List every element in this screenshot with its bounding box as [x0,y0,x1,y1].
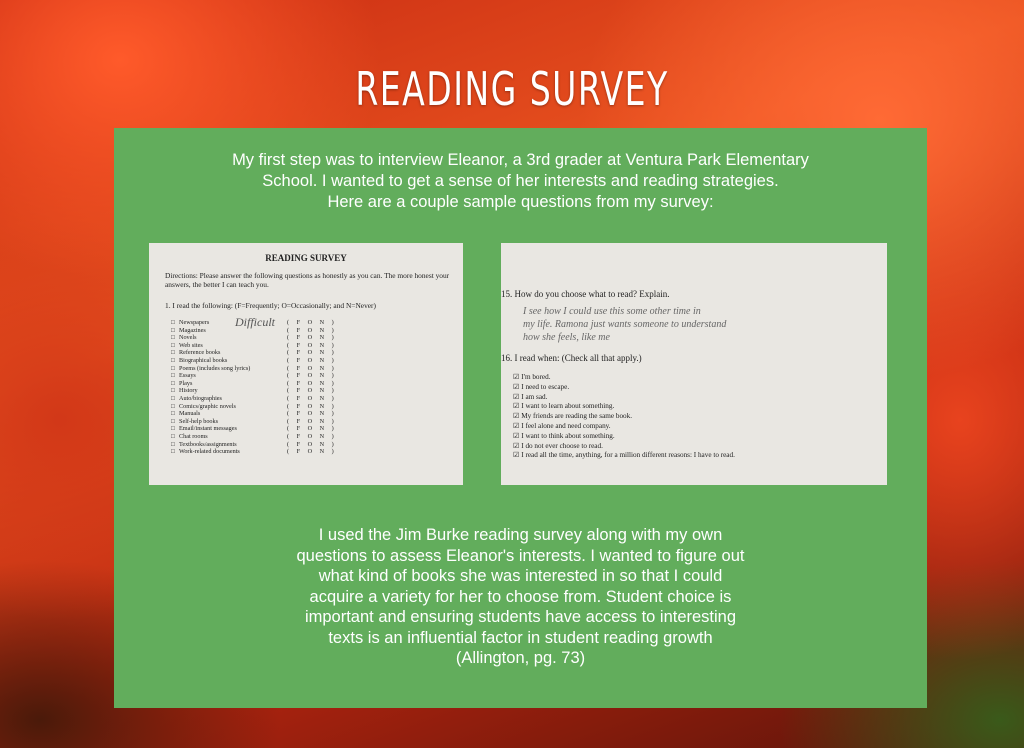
reading-type-label: Web sites [179,341,203,349]
survey-scan-page-2 [501,243,887,485]
body-line: I used the Jim Burke reading survey along with my own [318,526,723,544]
checkbox-icon: □ [171,448,175,456]
reading-type-row [171,319,351,327]
reading-type-row [171,372,351,380]
checked-box-icon: ☑ [513,421,522,430]
body-line: texts is an influential factor in student reading growth [328,628,713,647]
checkbox-icon: □ [171,410,175,418]
body-line: what kind of books she was interested in so that I could [318,567,723,585]
read-when-label: I feel alone and need company. [521,421,611,430]
frequency-options: ( F O N ) [287,417,337,425]
reading-type-label: History [179,387,198,395]
body-line: important and ensuring students have access to interesting [304,608,737,626]
checkbox-icon: □ [171,440,175,448]
read-when-label: My friends are reading the same book. [521,412,633,421]
read-when-label: I want to think about something. [521,431,615,440]
reading-type-row [171,395,351,403]
frequency-options: ( F O N ) [287,356,337,364]
checked-box-icon: ☑ [513,412,522,421]
reading-type-row [171,441,351,449]
read-when-item [513,393,735,403]
checked-box-icon: ☑ [513,431,522,440]
checked-box-icon: ☑ [513,451,522,460]
scan-question-15: 15. How do you choose what to read? Explain. [501,289,670,299]
reading-type-label: Chat rooms [179,432,208,440]
reading-type-label: Novels [179,334,197,342]
reading-type-row [171,342,351,350]
reading-type-row [171,448,351,456]
handwritten-line: how she feels, like me [523,332,610,343]
reading-type-row [171,425,351,433]
checkbox-icon: □ [171,334,175,342]
read-when-label: I am sad. [521,392,548,401]
handwritten-line: my life. Ramona just wants someone to understand [523,319,727,330]
checkbox-icon: □ [171,326,175,334]
read-when-label: I need to escape. [521,382,570,391]
checked-box-icon: ☑ [513,382,522,391]
reading-type-label: Essays [179,372,196,380]
read-when-item [513,432,735,442]
checkbox-icon: □ [171,349,175,357]
intro-line: School. I wanted to get a sense of her interests and reading strategies. [262,172,779,190]
reading-type-row [171,410,351,418]
frequency-options: ( F O N ) [287,410,337,418]
checked-box-icon: ☑ [513,402,522,411]
reading-type-row [171,403,351,411]
reading-type-label: Manuals [179,410,201,418]
read-when-label: I want to learn about something. [521,402,615,411]
reading-type-label: Email/instant messages [179,425,237,433]
checkbox-icon: □ [171,432,175,440]
reading-type-row [171,334,351,342]
reading-type-label: Plays [179,379,193,387]
intro-line: My first step was to interview Eleanor, a 3rd grader at Ventura Park Elementary [232,151,809,169]
handwritten-answer [523,305,883,344]
reading-type-row [171,433,351,441]
frequency-options: ( F O N ) [287,319,337,326]
frequency-options: ( F O N ) [287,402,337,410]
intro-line: Here are a couple sample questions from my survey: [327,193,714,211]
checkbox-icon: □ [171,417,175,425]
handwritten-note: Difficult [235,315,275,329]
read-when-item [513,451,735,461]
reading-type-list [171,319,351,456]
checkbox-icon: □ [171,402,175,410]
reading-type-row [171,349,351,357]
reading-type-row [171,365,351,373]
reading-type-label: Poems (includes song lyrics) [179,364,251,372]
frequency-options: ( F O N ) [287,334,337,342]
reading-type-label: Reference books [179,349,221,357]
frequency-options: ( F O N ) [287,448,337,456]
read-when-item [513,402,735,412]
reading-type-row [171,380,351,388]
frequency-options: ( F O N ) [287,394,337,402]
checkbox-icon: □ [171,356,175,364]
reading-type-label: Biographical books [179,356,228,364]
scan-directions: Directions: Please answer the following questions as honestly as you can. The more honest your answers, the better I can teach you. [165,271,450,289]
frequency-options: ( F O N ) [287,425,337,433]
scan-title: READING SURVEY [265,253,347,263]
read-when-item [513,373,735,383]
body-line: acquire a variety for her to choose from. Student choice is [309,587,732,606]
checked-box-icon: ☑ [513,373,522,381]
reading-type-label: Magazines [179,326,206,334]
intro-text [114,150,927,213]
read-when-label: I read all the time, anything, for a million different reasons: I have to read. [521,451,735,460]
read-when-item [513,422,735,432]
frequency-options: ( F O N ) [287,349,337,357]
checkbox-icon: □ [171,341,175,349]
frequency-options: ( F O N ) [287,440,337,448]
reading-type-row [171,418,351,426]
scan-question-1: 1. I read the following: (F=Frequently; O=Occasionally; and N=Never) [165,301,376,310]
frequency-options: ( F O N ) [287,364,337,372]
survey-scan-page-1 [149,243,463,485]
checkbox-icon: □ [171,394,175,402]
slide-title: READING SURVEY [355,62,669,116]
reading-type-row [171,327,351,335]
checked-box-icon: ☑ [513,441,522,450]
read-when-list [513,373,735,461]
read-when-item [513,442,735,452]
content-panel [114,128,927,708]
frequency-options: ( F O N ) [287,432,337,440]
reading-type-row [171,357,351,365]
checkbox-icon: □ [171,379,175,387]
reading-type-label: Work-related documents [179,448,240,456]
checkbox-icon: □ [171,372,175,380]
reading-type-label: Self-help books [179,417,219,425]
checkbox-icon: □ [171,364,175,372]
frequency-options: ( F O N ) [287,341,337,349]
frequency-options: ( F O N ) [287,372,337,380]
body-line: questions to assess Eleanor's interests. I wanted to figure out [296,546,745,565]
body-text [114,525,927,669]
reading-type-label: Auto/biographies [179,394,222,402]
read-when-label: I do not ever choose to read. [521,441,603,450]
frequency-options: ( F O N ) [287,379,337,387]
frequency-options: ( F O N ) [287,387,337,395]
body-line: (Allington, pg. 73) [455,649,586,667]
read-when-item [513,412,735,422]
checkbox-icon: □ [171,387,175,395]
checkbox-icon: □ [171,319,175,326]
handwritten-line: I see how I could use this some other time in [523,306,701,317]
reading-type-label: Textbooks/assignments [179,440,237,448]
checkbox-icon: □ [171,425,175,433]
reading-type-label: Comics/graphic novels [179,402,236,410]
read-when-label: I'm bored. [521,373,551,381]
frequency-options: ( F O N ) [287,326,337,334]
reading-type-row [171,387,351,395]
scan-question-16: 16. I read when: (Check all that apply.) [501,353,642,363]
checked-box-icon: ☑ [513,392,522,401]
reading-type-label: Newspapers [179,319,210,326]
read-when-item [513,383,735,393]
